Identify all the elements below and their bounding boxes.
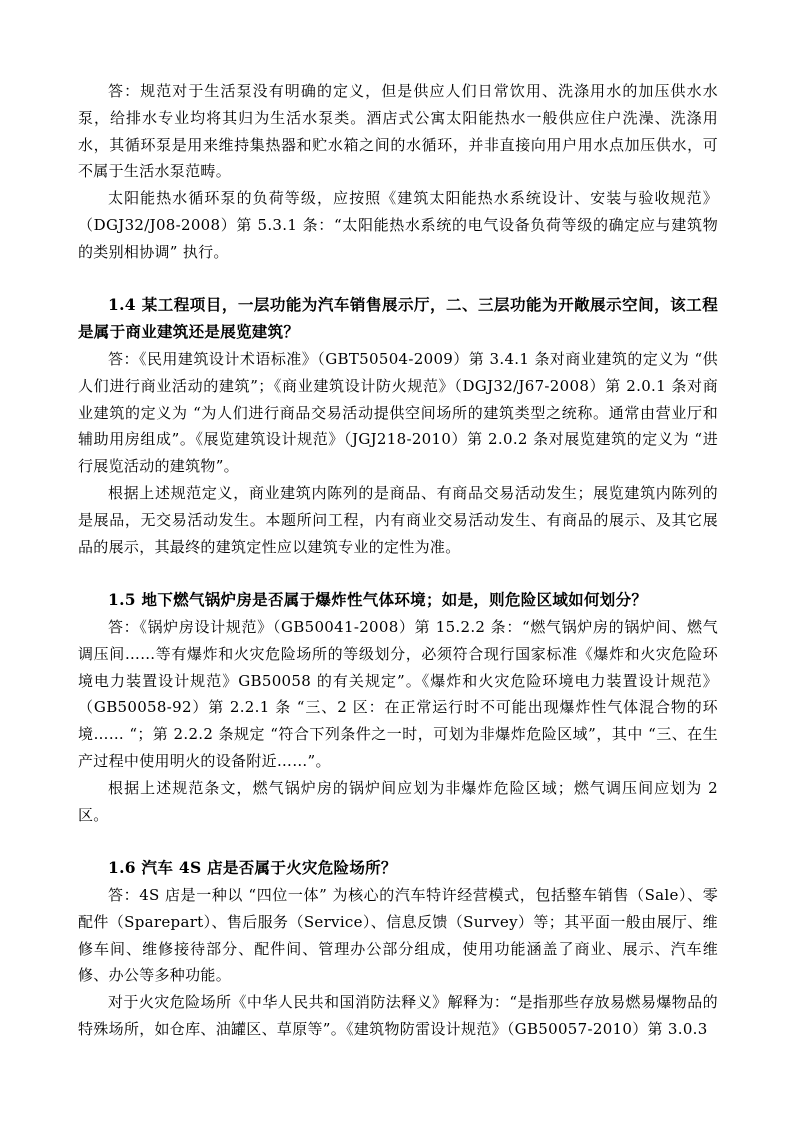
answer-paragraph: 答：规范对于生活泵没有明确的定义，但是供应人们日常饮用、洗涤用水的加压供水水泵，给排水专业均将其归为生活水泵类。酒店式公寓太阳能热水一般供应住户洗澡、洗涤用水，其循环泵是用来维持集热器和贮水箱之间的水循环，并非直接向用户用水点加压供水，可不属于生活水泵范畴。 <box>78 82 718 181</box>
body-paragraph: 太阳能热水循环泵的负荷等级，应按照《建筑太阳能热水系统设计、安装与验收规范》（DGJ32/J08-2008）第 5.3.1 条：“太阳能热水系统的电气设备负荷等级的确定应与建筑物的类别相协调” 执行。 <box>78 189 718 261</box>
answer-paragraph: 答：《民用建筑设计术语标准》（GBT50504-2009）第 3.4.1 条对商业建筑的定义为 “供人们进行商业活动的建筑”；《商业建筑设计防火规范》（DGJ32/J67-2008）第 2.0.1 条对商业建筑的定义为 “为人们进行商品交易活动提供空间场所的建筑类型之统称。通常由营业厅和辅助用房组成”。《展览建筑设计规范》（JGJ218-2010）第 2.0.2 条对展览建筑的定义为 “进行展览活动的建筑物”。 <box>78 349 718 476</box>
answer-paragraph: 答：4S 店是一种以 “四位一体” 为核心的汽车特许经营模式，包括整车销售（Sale）、零配件（Sparepart）、售后服务（Service）、信息反馈（Survey）等；其平面一般由展厅、维修车间、维修接待部分、配件间、管理办公部分组成，使用功能涵盖了商业、展示、汽车维修、办公等多种功能。 <box>78 885 718 985</box>
section-1-3-answer <box>78 78 718 266</box>
document-page <box>78 78 718 1043</box>
section-1-5 <box>78 587 718 828</box>
section-1-4 <box>78 292 718 560</box>
section-1-6 <box>78 855 718 1043</box>
body-paragraph: 对于火灾危险场所《中华人民共和国消防法释义》解释为：“是指那些存放易燃易爆物品的特殊场所，如仓库、油罐区、草原等”。《建筑物防雷设计规范》（GB50057-2010）第 3.0.3 <box>78 993 718 1038</box>
answer-paragraph: 答：《锅炉房设计规范》（GB50041-2008）第 15.2.2 条：“燃气锅炉房的锅炉间、燃气调压间……等有爆炸和火灾危险场所的等级划分，必须符合现行国家标准《爆炸和火灾危险环境电力装置设计规范》GB50058 的有关规定”。《爆炸和火灾危险环境电力装置设计规范》（GB50058-92）第 2.2.1 条 “三、2 区：在正常运行时不可能出现爆炸性气体混合物的环境…… “；第 2.2.2 条规定 “符合下列条件之一时，可划为非爆炸危险区域”，其中 “三、在生产过程中使用明火的设备附近……”。 <box>78 617 718 770</box>
question-heading: 1.5 地下燃气锅炉房是否属于爆炸性气体环境；如是，则危险区域如何划分？ <box>108 590 648 610</box>
body-paragraph: 根据上述规范定义，商业建筑内陈列的是商品、有商品交易活动发生；展览建筑内陈列的是展品，无交易活动发生。本题所问工程，内有商业交易活动发生、有商品的展示、及其它展品的展示，其最终的建筑定性应以建筑专业的定性为准。 <box>78 483 718 556</box>
question-heading: 1.6 汽车 4S 店是否属于火灾危险场所？ <box>108 858 397 878</box>
question-heading: 1.4 某工程项目，一层功能为汽车销售展示厅，二、三层功能为开敞展示空间，该工程是属于商业建筑还是展览建筑？ <box>78 295 718 342</box>
body-paragraph: 根据上述规范条文，燃气锅炉房的锅炉间应划为非爆炸危险区域；燃气调压间应划为 2 区。 <box>78 778 718 824</box>
